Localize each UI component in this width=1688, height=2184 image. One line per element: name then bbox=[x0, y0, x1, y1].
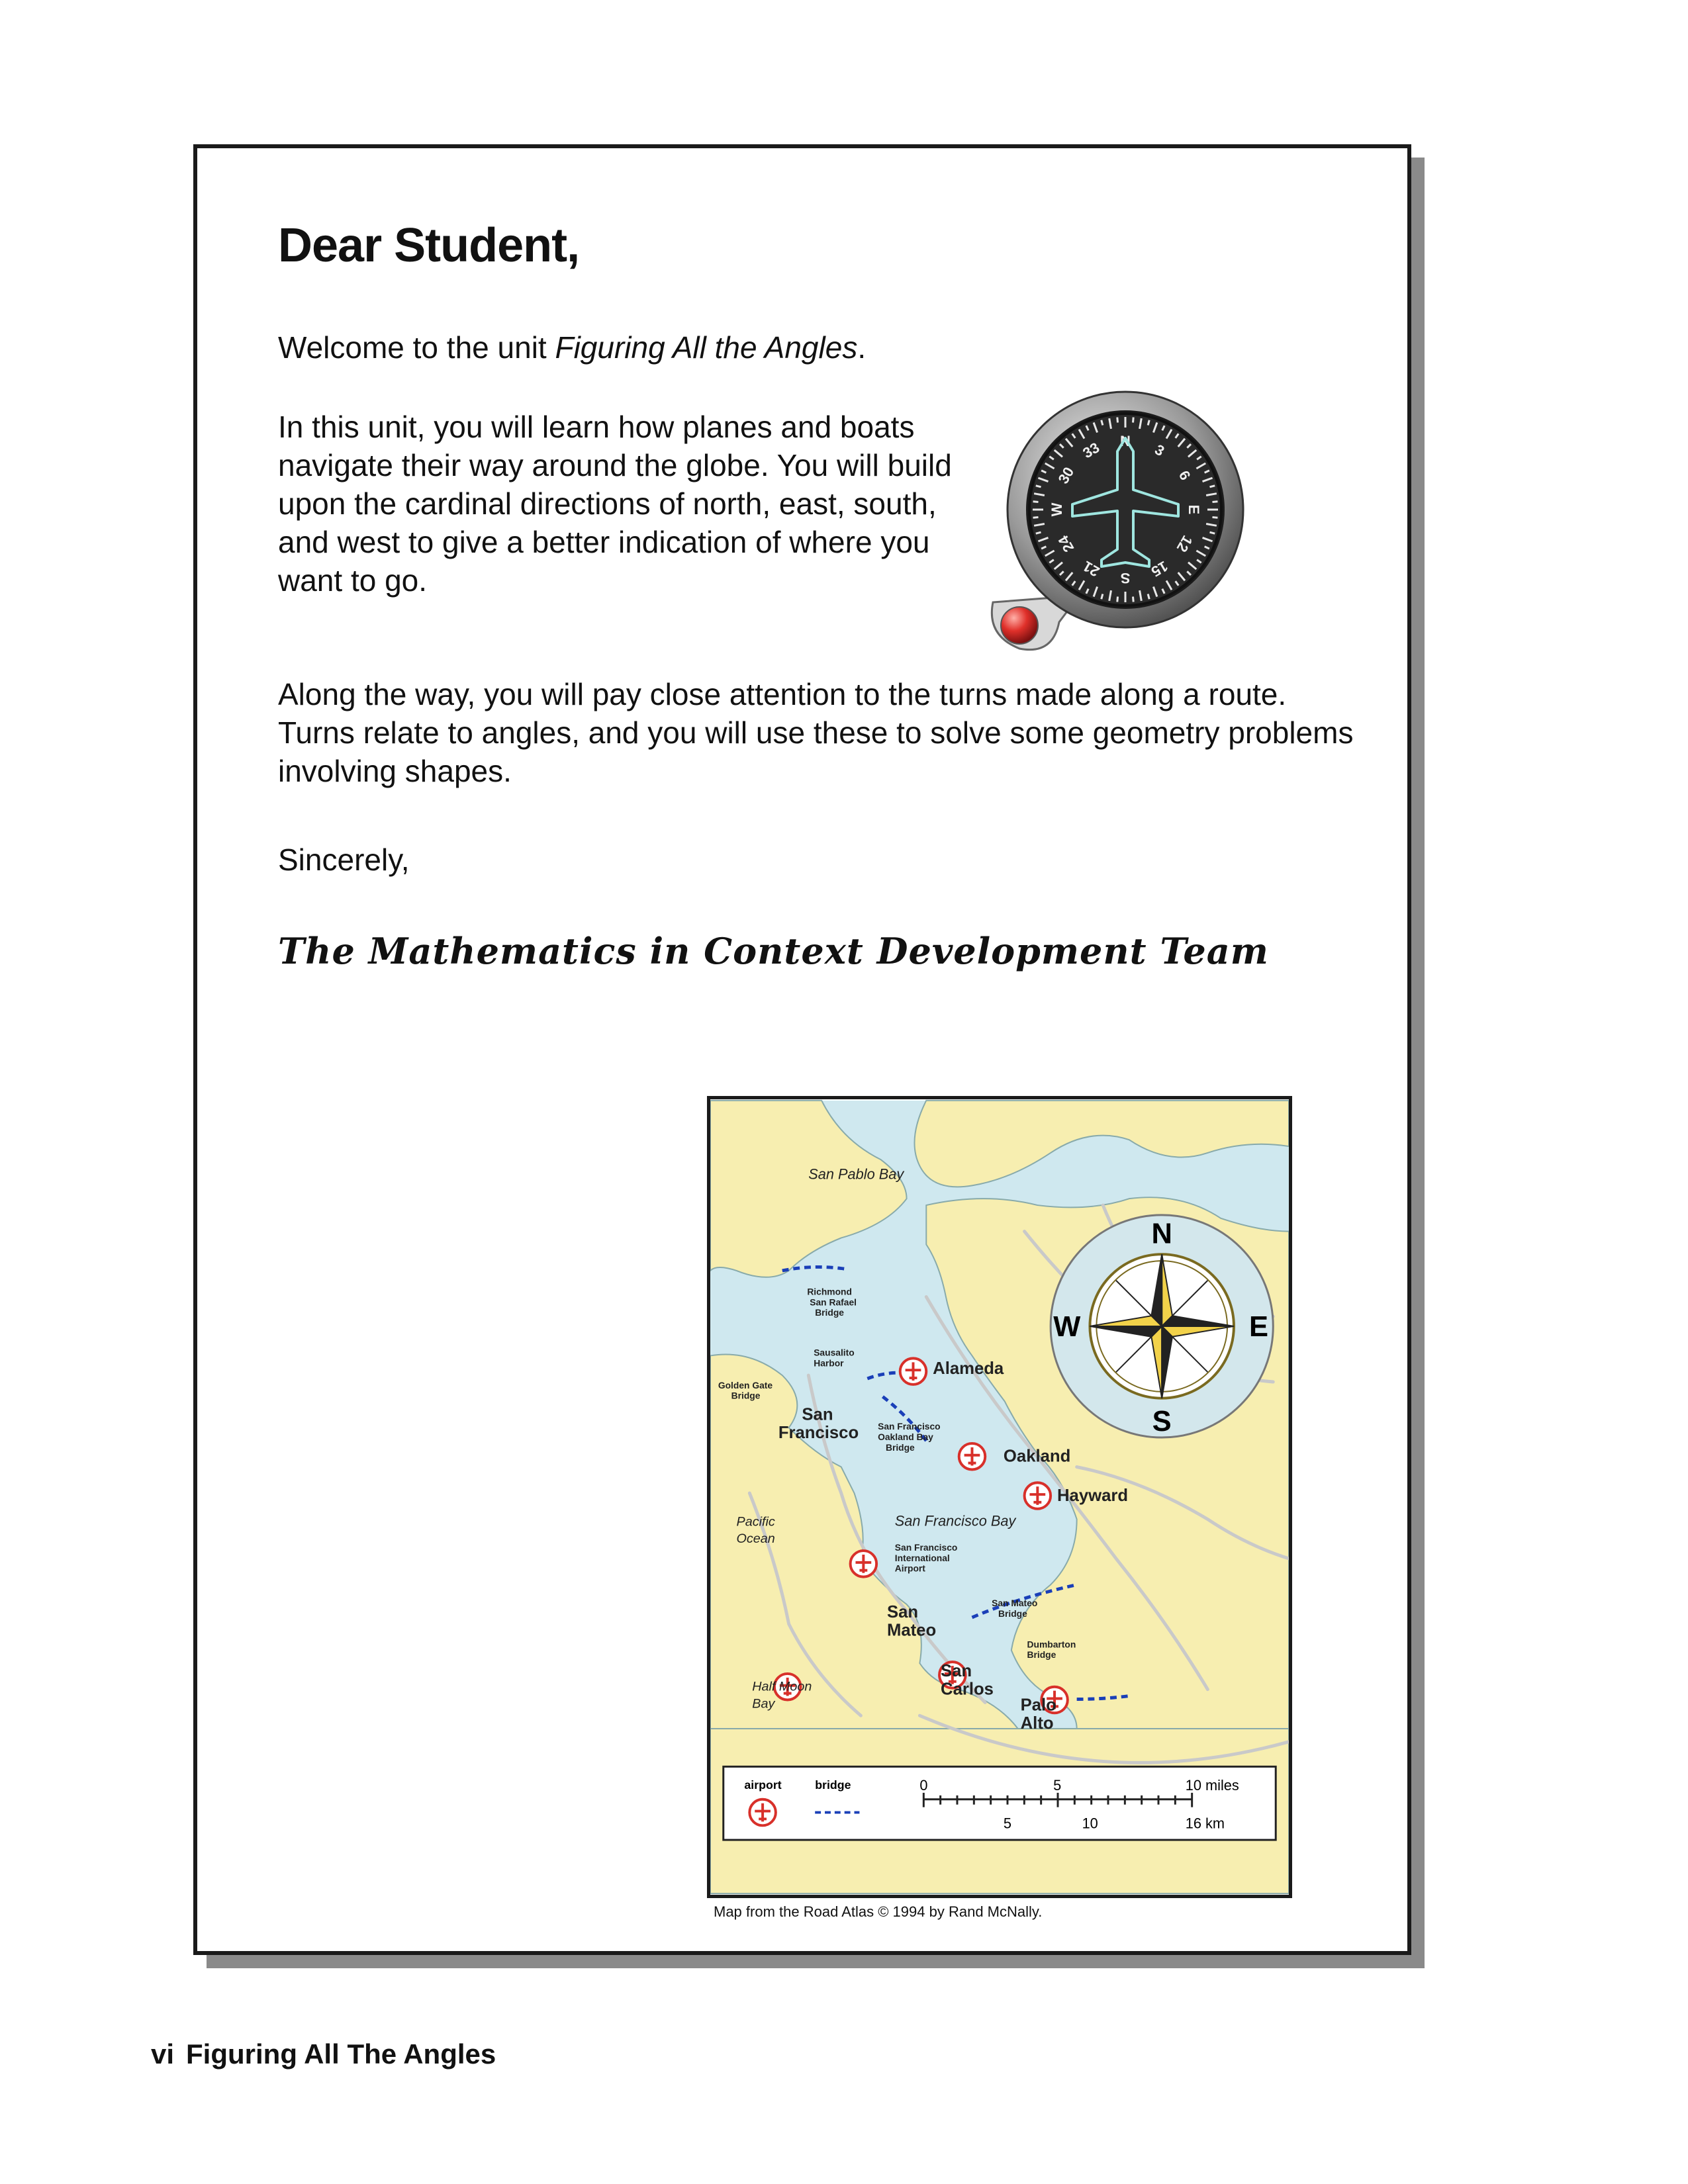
label-san-carlos: San Carlos bbox=[941, 1661, 994, 1699]
heading-indicator-illustration bbox=[980, 390, 1244, 668]
airport-icon bbox=[900, 1358, 927, 1385]
gauge-tick bbox=[1102, 420, 1103, 426]
compass-n: N bbox=[1151, 1218, 1172, 1250]
red-knob-icon bbox=[1001, 607, 1038, 644]
airport-icon bbox=[851, 1551, 877, 1577]
compass-w: W bbox=[1053, 1310, 1081, 1343]
gauge-tick bbox=[1036, 532, 1041, 533]
map-credit: Map from the Road Atlas © 1994 by Rand McNally. bbox=[714, 1903, 1043, 1920]
scale-5-miles: 5 bbox=[1053, 1776, 1062, 1794]
gauge-tick bbox=[1036, 486, 1041, 487]
legend-bridge-label: bridge bbox=[815, 1778, 851, 1792]
gauge-tick bbox=[1148, 594, 1149, 600]
label-sf-bay: San Francisco Bay bbox=[894, 1512, 1016, 1529]
scale-5-km: 5 bbox=[1003, 1815, 1012, 1832]
map-legend bbox=[724, 1766, 1276, 1840]
gauge-mark: 15 bbox=[1148, 557, 1171, 580]
footer-title: Figuring All The Angles bbox=[186, 2038, 496, 2070]
label-palo-alto: Palo Alto bbox=[1020, 1696, 1056, 1733]
scale-0: 0 bbox=[919, 1776, 928, 1794]
label-san-mateo: San Mateo bbox=[886, 1602, 937, 1640]
bay-area-map bbox=[707, 1096, 1292, 1898]
gauge-tick bbox=[1117, 596, 1118, 602]
compass-s: S bbox=[1152, 1406, 1172, 1438]
gauge-mark: S bbox=[1120, 570, 1131, 586]
gauge-tick bbox=[1148, 420, 1149, 426]
gauge-tick bbox=[1210, 486, 1215, 487]
gauge-mark: N bbox=[1120, 433, 1131, 449]
gauge-mark: 6 bbox=[1175, 467, 1194, 483]
gauge-tick bbox=[1210, 532, 1215, 533]
label-sf-oakland-bridge: San Francisco Oakland Bay Bridge bbox=[878, 1421, 941, 1453]
label-richmond-bridge: Richmond San Rafael Bridge bbox=[807, 1286, 857, 1318]
label-sausalito: Sausalito Harbor bbox=[814, 1347, 855, 1369]
closing: Sincerely, bbox=[278, 842, 410, 877]
intro-paragraph: In this unit, you will learn how planes and boats navigate their way around the globe. You will build upon the cardinal directions of north, east, south, and west to give a better indication of where you want to go. bbox=[278, 410, 952, 598]
label-san-francisco: San Francisco bbox=[778, 1405, 859, 1443]
label-san-pablo-bay: San Pablo Bay bbox=[808, 1165, 904, 1183]
welcome-line bbox=[278, 328, 1337, 367]
gauge-mark: 12 bbox=[1173, 532, 1196, 555]
scale-10-km: 10 bbox=[1082, 1815, 1098, 1832]
label-pacific-ocean: Pacific Ocean bbox=[736, 1514, 775, 1547]
label-alameda: Alameda bbox=[933, 1359, 1004, 1379]
unit-title: Figuring All the Angles bbox=[555, 330, 858, 365]
gauge-tick bbox=[1133, 596, 1134, 602]
scale-10-miles: 10 miles bbox=[1185, 1776, 1239, 1794]
compass-e: E bbox=[1249, 1310, 1269, 1343]
legend-airport-icon bbox=[749, 1799, 776, 1826]
page-footer bbox=[151, 2038, 508, 2070]
gauge-tick bbox=[1133, 418, 1134, 423]
letter-title: Dear Student, bbox=[278, 219, 580, 272]
label-sfo: San Francisco International Airport bbox=[894, 1542, 958, 1574]
label-golden-gate: Golden Gate Bridge bbox=[718, 1379, 773, 1401]
gauge-tick bbox=[1117, 418, 1118, 423]
compass-rose bbox=[1051, 1215, 1273, 1437]
page-number: vi bbox=[151, 2038, 175, 2070]
legend-airport-label: airport bbox=[744, 1778, 782, 1792]
label-oakland: Oakland bbox=[1003, 1447, 1071, 1466]
airport-icon bbox=[959, 1443, 986, 1470]
gauge-mark: 24 bbox=[1055, 532, 1078, 555]
gauge-mark: W bbox=[1049, 502, 1065, 517]
label-half-moon-bay: Half Moon Bay bbox=[752, 1679, 812, 1711]
welcome-prefix: Welcome to the unit bbox=[278, 330, 555, 365]
label-dumbarton: Dumbarton Bridge bbox=[1027, 1639, 1076, 1661]
gauge-mark: E bbox=[1186, 504, 1202, 515]
gauge-tick bbox=[1102, 594, 1103, 600]
gauge-mark: 33 bbox=[1080, 439, 1103, 462]
welcome-suffix: . bbox=[857, 330, 867, 365]
gauge-mark: 3 bbox=[1152, 441, 1168, 460]
label-san-mateo-bridge: San Mateo Bridge bbox=[992, 1598, 1038, 1619]
signature: The Mathematics in Context Development Team bbox=[278, 930, 1269, 972]
gauge-mark: 30 bbox=[1055, 464, 1078, 487]
label-hayward: Hayward bbox=[1057, 1486, 1129, 1505]
airport-icon bbox=[1025, 1482, 1051, 1509]
scale-16-km: 16 km bbox=[1185, 1815, 1225, 1832]
gauge-mark: 21 bbox=[1080, 557, 1103, 580]
body-paragraph: Along the way, you will pay close attention to the turns made along a route. Turns relate to angles, and you will use these to solve some geometry problems involving shapes. bbox=[278, 677, 1354, 788]
